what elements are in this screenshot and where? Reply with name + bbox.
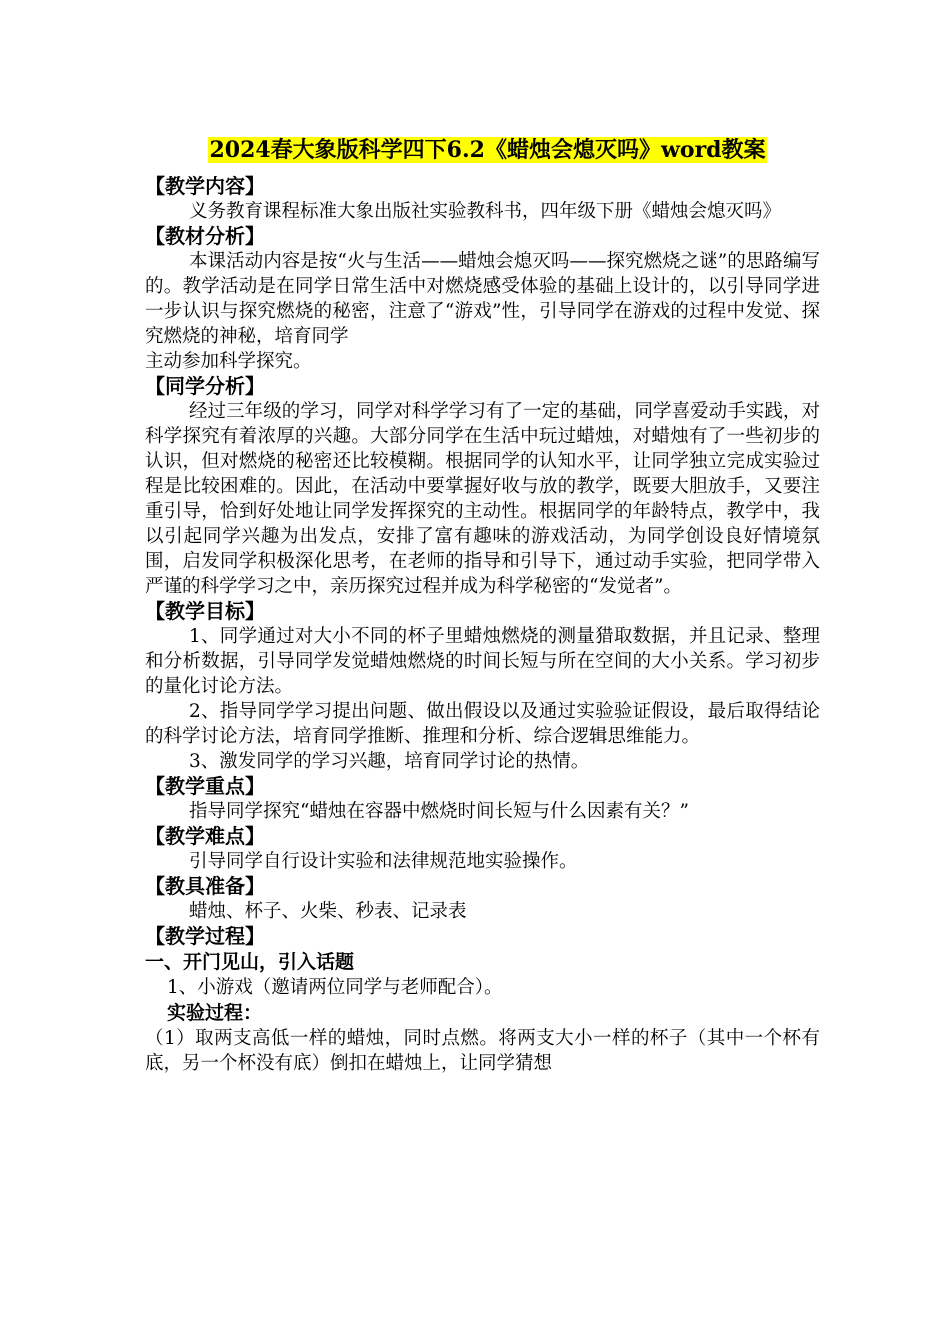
goal-item-2: 2、指导同学学习提出问题、做出假设以及通过实验验证假设，最后取得结论的科学讨论方法，培育同学推断、推理和分析、综合逻辑思维能力。 <box>145 701 820 747</box>
document-page <box>145 132 820 1076</box>
experiment-text: （1）取两支高低一样的蜡烛，同时点燃。将两支大小一样的杯子（其中一个杯有底，另一个杯没有底）倒扣在蜡烛上，让同学猜想 <box>145 1028 820 1074</box>
paragraph-student-analysis: 经过三年级的学习，同学对科学学习有了一定的基础，同学喜爱动手实践，对科学探究有着浓厚的兴趣。大部分同学在生活中玩过蜡烛，对蜡烛有了一些初步的认识，但对燃烧的秘密还比较模糊。根据同学的认知水平，让同学独立完成实验过程是比较困难的。因此，在活动中要掌握好收与放的教学，既要大胆放手，又要注重引导，恰到好处地让同学发挥探究的主动性。根据同学的年龄特点，教学中，我以引起同学兴趣为出发点，安排了富有趣味的游戏活动，为同学创设良好情境氛围，启发同学积极深化思考，在老师的指导和引导下，通过动手实验，把同学带入严谨的科学学习之中，亲历探究过程并成为科学秘密的“发觉者”。 <box>145 401 820 597</box>
document-title-text: 2024春大象版科学四下6.2《蜡烛会熄灭吗》word教案 <box>209 137 766 163</box>
process-part-1-title: 一、开门见山，引入话题 <box>145 951 355 973</box>
paragraph-material-analysis: 本课活动内容是按“火与生活——蜡烛会熄灭吗——探究燃烧之谜”的思路编写的。教学活动是在同学日常生活中对燃烧感受体验的基础上设计的，以引导同学进一步认识与探究燃烧的秘密，注意了“游戏”性，引导同学在游戏的过程中发觉、探究燃烧的神秘，培育同学 <box>145 251 820 347</box>
heading-material-analysis: 【教材分析】 <box>145 224 265 248</box>
heading-teaching-goals: 【教学目标】 <box>145 599 265 623</box>
experiment-label: 实验过程： <box>167 1002 263 1024</box>
heading-teaching-tools: 【教具准备】 <box>145 874 265 898</box>
paragraph-teaching-key: 指导同学探究“蜡烛在容器中燃烧时间长短与什么因素有关？” <box>189 801 689 822</box>
process-step-1: 1、小游戏（邀请两位同学与老师配合）。 <box>167 977 503 998</box>
heading-teaching-process: 【教学过程】 <box>145 924 265 948</box>
paragraph-teaching-content: 义务教育课程标准大象出版社实验教科书，四年级下册《蜡烛会熄灭吗》 <box>189 201 782 222</box>
goal-item-1: 1、同学通过对大小不同的杯子里蜡烛燃烧的测量猎取数据，并且记录、整理和分析数据，引导同学发觉蜡烛燃烧的时间长短与所在空间的大小关系。学习初步的量化讨论方法。 <box>145 626 820 697</box>
heading-teaching-difficulty: 【教学难点】 <box>145 824 265 848</box>
heading-teaching-content: 【教学内容】 <box>145 174 265 198</box>
paragraph-teaching-difficulty: 引导同学自行设计实验和法律规范地实验操作。 <box>189 851 578 872</box>
paragraph-material-analysis-cont: 主动参加科学探究。 <box>145 351 312 372</box>
document-title <box>145 132 820 168</box>
goal-item-3: 3、激发同学的学习兴趣，培育同学讨论的热情。 <box>189 751 590 772</box>
paragraph-teaching-tools: 蜡烛、杯子、火柴、秒表、记录表 <box>189 901 467 922</box>
heading-teaching-key: 【教学重点】 <box>145 774 265 798</box>
heading-student-analysis: 【同学分析】 <box>145 374 265 398</box>
